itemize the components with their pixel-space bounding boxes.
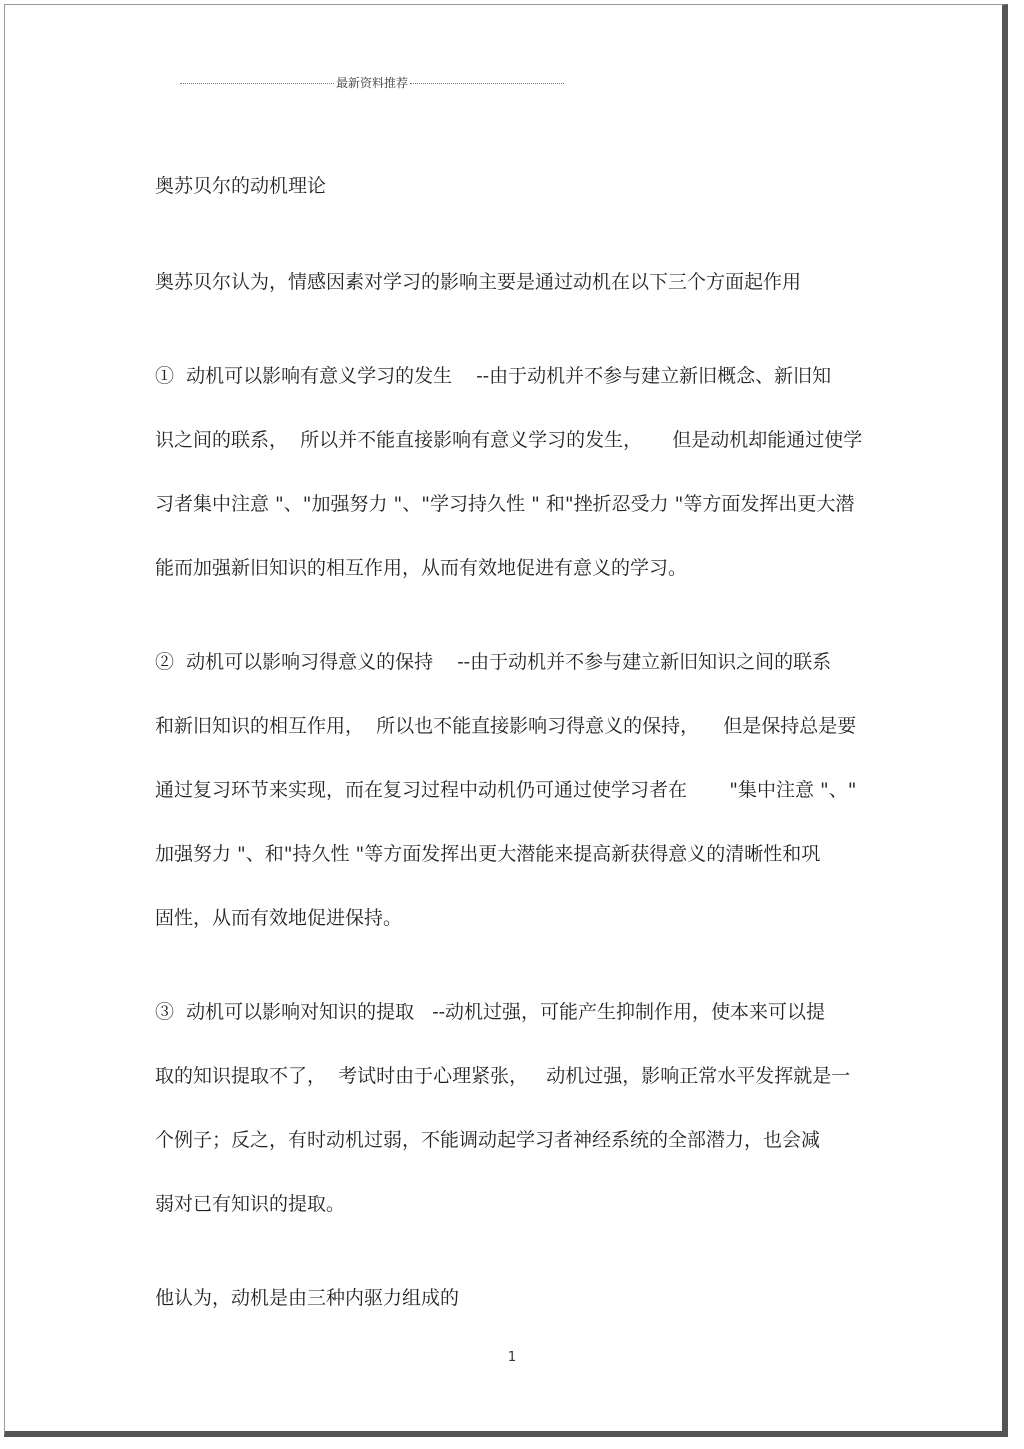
text-line: 固性，从而有效地促进保持。 [155, 907, 403, 929]
paragraph-conclusion [155, 1282, 875, 1314]
text-line: 能而加强新旧知识的相互作用，从而有效地促进有意义的学习。 [155, 557, 688, 579]
text-line: 通过复习环节来实现，而在复习过程中动机仍可通过使学习者在 "集中注意 "、" [155, 779, 857, 801]
header-dots-left [180, 83, 334, 84]
paragraph-point-1 [155, 360, 875, 584]
text-line: 他认为，动机是由三种内驱力组成的 [155, 1287, 460, 1309]
text-line: ② 动机可以影响习得意义的保持 --由于动机并不参与建立新旧知识之间的联系 [155, 651, 832, 673]
page-number: 1 [507, 1350, 517, 1365]
text-line: 和新旧知识的相互作用， 所以也不能直接影响习得意义的保持， 但是保持总是要 [155, 715, 857, 737]
header-dots-right [410, 83, 564, 84]
text-line: 个例子；反之，有时动机过弱，不能调动起学习者神经系统的全部潜力，也会减 [155, 1129, 821, 1151]
text-line: 习者集中注意 "、"加强努力 "、"学习持久性 " 和"挫折忍受力 "等方面发挥出更大潜 [155, 493, 855, 515]
running-header [180, 74, 564, 90]
paragraph-point-3 [155, 996, 875, 1220]
document-body [155, 170, 875, 1376]
text-line: 奥苏贝尔认为，情感因素对学习的影响主要是通过动机在以下三个方面起作用 [155, 271, 802, 293]
text-line: ① 动机可以影响有意义学习的发生 --由于动机并不参与建立新旧概念、新旧知 [155, 365, 832, 387]
text-line: ③ 动机可以影响对知识的提取 --动机过强，可能产生抑制作用，使本来可以提 [155, 1001, 826, 1023]
text-line: 弱对已有知识的提取。 [155, 1193, 346, 1215]
header-text: 最新资料推荐 [336, 75, 409, 90]
text-line: 取的知识提取不了， 考试时由于心理紧张， 动机过强，影响正常水平发挥就是一 [155, 1065, 851, 1087]
text-line: 识之间的联系， 所以并不能直接影响有意义学习的发生， 但是动机却能通过使学 [155, 429, 863, 451]
paragraph-point-2 [155, 646, 875, 934]
paragraph-intro [155, 266, 875, 298]
text-line: 加强努力 "、和"持久性 "等方面发挥出更大潜能来提高新获得意义的清晰性和巩 [155, 843, 821, 865]
document-title: 奥苏贝尔的动机理论 [155, 175, 327, 197]
